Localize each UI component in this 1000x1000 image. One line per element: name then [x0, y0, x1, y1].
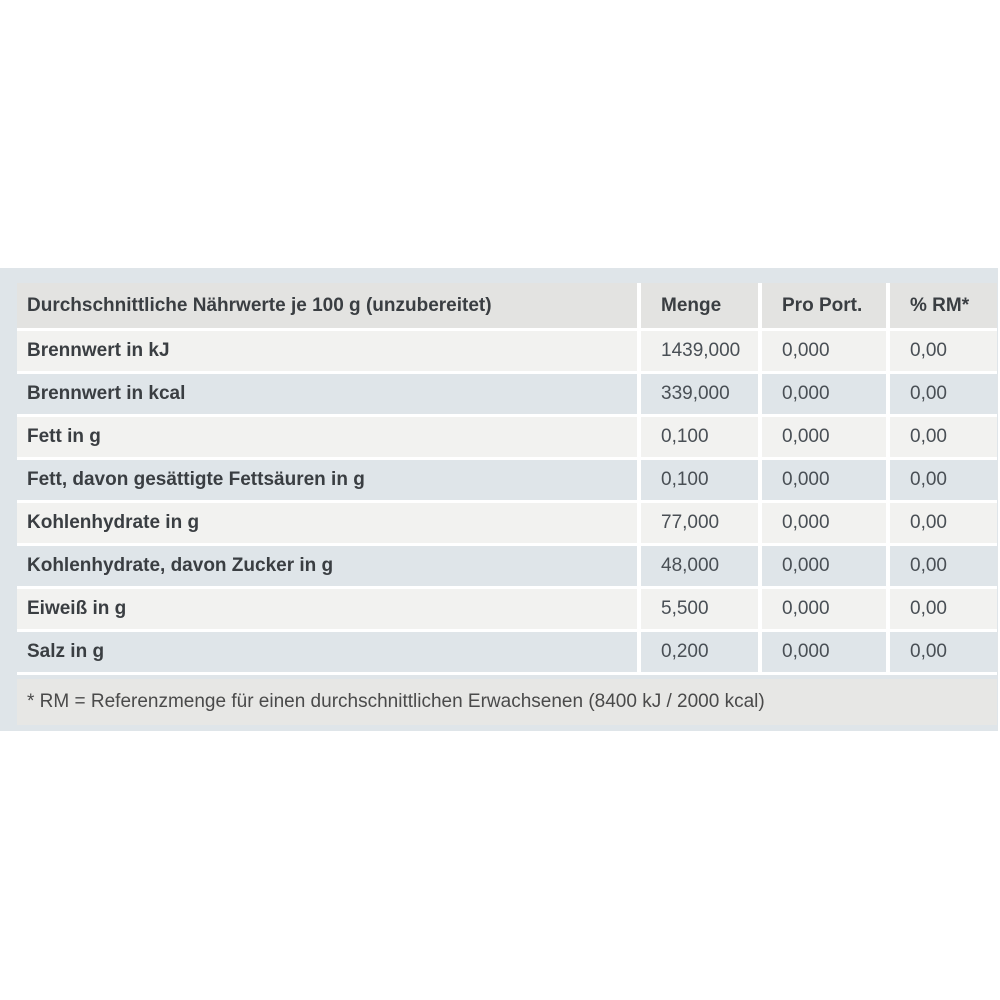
value-menge: 339,000 [637, 374, 758, 417]
table-title: Durchschnittliche Nährwerte je 100 g (unzubereitet) [17, 283, 637, 331]
value-pro-port: 0,000 [758, 374, 886, 417]
value-menge: 1439,000 [637, 331, 758, 374]
value-rm: 0,00 [886, 503, 997, 546]
nutrient-label: Salz in g [17, 632, 637, 675]
reference-footnote: * RM = Referenzmenge für einen durchschnittlichen Erwachsenen (8400 kJ / 2000 kcal) [17, 679, 997, 725]
table-row [17, 460, 997, 503]
table-row [17, 417, 997, 460]
value-rm: 0,00 [886, 331, 997, 374]
nutrition-facts-section [0, 268, 998, 731]
value-pro-port: 0,000 [758, 331, 886, 374]
col-header-menge: Menge [637, 283, 758, 331]
table-row [17, 546, 997, 589]
nutrient-label: Kohlenhydrate, davon Zucker in g [17, 546, 637, 589]
nutrient-label: Eiweiß in g [17, 589, 637, 632]
value-menge: 0,100 [637, 460, 758, 503]
value-rm: 0,00 [886, 460, 997, 503]
table-row [17, 331, 997, 374]
nutrient-label: Fett in g [17, 417, 637, 460]
col-header-rm: % RM* [886, 283, 997, 331]
value-rm: 0,00 [886, 589, 997, 632]
value-pro-port: 0,000 [758, 589, 886, 632]
nutrient-label: Brennwert in kcal [17, 374, 637, 417]
value-rm: 0,00 [886, 546, 997, 589]
col-header-pro-port: Pro Port. [758, 283, 886, 331]
value-rm: 0,00 [886, 632, 997, 675]
value-pro-port: 0,000 [758, 546, 886, 589]
value-pro-port: 0,000 [758, 460, 886, 503]
table-header-row [17, 283, 997, 331]
table-row [17, 632, 997, 675]
value-menge: 0,100 [637, 417, 758, 460]
table-row [17, 589, 997, 632]
nutrient-label: Kohlenhydrate in g [17, 503, 637, 546]
value-menge: 48,000 [637, 546, 758, 589]
value-rm: 0,00 [886, 374, 997, 417]
nutrient-label: Brennwert in kJ [17, 331, 637, 374]
value-menge: 5,500 [637, 589, 758, 632]
nutrition-table [17, 283, 997, 675]
table-row [17, 503, 997, 546]
nutrient-label: Fett, davon gesättigte Fettsäuren in g [17, 460, 637, 503]
value-pro-port: 0,000 [758, 503, 886, 546]
value-pro-port: 0,000 [758, 632, 886, 675]
value-pro-port: 0,000 [758, 417, 886, 460]
value-rm: 0,00 [886, 417, 997, 460]
value-menge: 0,200 [637, 632, 758, 675]
table-row [17, 374, 997, 417]
value-menge: 77,000 [637, 503, 758, 546]
